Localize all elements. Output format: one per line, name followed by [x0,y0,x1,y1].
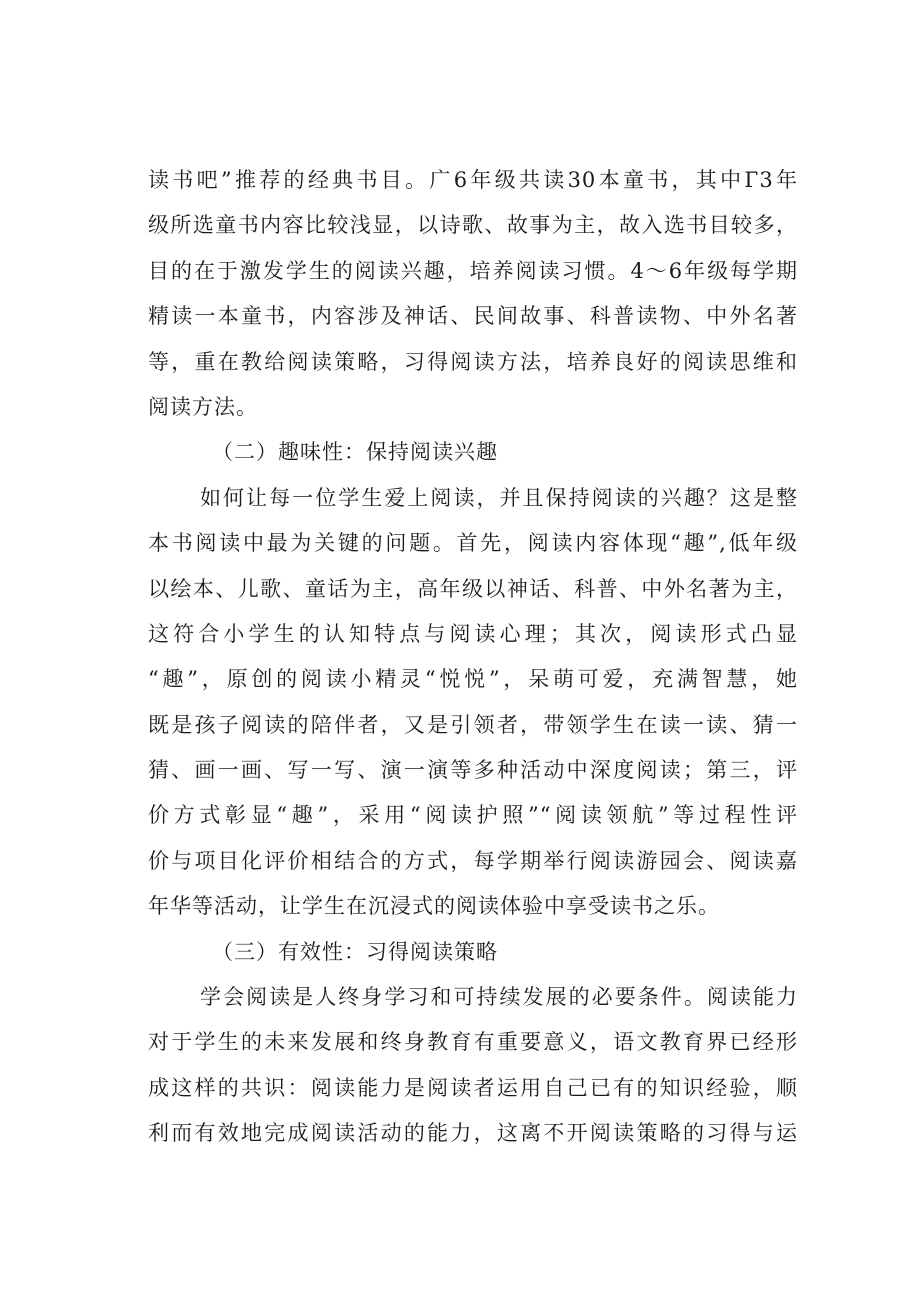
text-line: 价与项目化评价相结合的方式，每学期举行阅读游园会、阅读嘉 [148,848,798,873]
text-line: 本书阅读中最为关键的问题。首先，阅读内容体现“趣”,低年级 [148,531,798,556]
text-line: 对于学生的未来发展和终身教育有重要意义，语文教育界已经形 [148,1030,798,1055]
text-line: 读书吧”推荐的经典书目。广6年级共读30本童书，其中Г3年 [148,168,798,192]
text-line: 年华等活动，让学生在沉浸式的阅读体验中享受读书之乐。 [148,894,720,919]
text-line: 如何让每一位学生爱上阅读，并且保持阅读的兴趣？这是整 [200,485,798,510]
text-line: 精读一本童书，内容涉及神话、民间故事、科普读物、中外名著 [148,304,798,329]
section-heading: （二）趣味性：保持阅读兴趣 [212,440,498,465]
text-line: 以绘本、儿歌、童话为主，高年级以神话、科普、中外名著为主， [148,576,798,601]
document-body [148,158,798,1157]
text-line: 既是孩子阅读的陪伴者，又是引领者，带领学生在读一读、猜一 [148,712,798,737]
text-line: 阅读方法。 [148,394,258,419]
text-line: 级所选童书内容比较浅显，以诗歌、故事为主，故入选书目较多， [148,213,798,238]
section-heading: （三）有效性：习得阅读策略 [212,939,498,964]
text-line: 猜、画一画、写一写、演一演等多种活动中深度阅读；第三，评 [148,758,798,783]
text-line: 利而有效地完成阅读活动的能力，这离不开阅读策略的习得与运 [148,1121,798,1146]
text-line: 价方式彰显“趣”，采用“阅读护照”“阅读领航”等过程性评 [148,803,798,828]
text-line: 目的在于激发学生的阅读兴趣，培养阅读习惯。4〜6年级每学期 [148,258,798,283]
text-line: 成这样的共识：阅读能力是阅读者运用自己已有的知识经验，顺 [148,1075,798,1100]
text-line: 这符合小学生的认知特点与阅读心理；其次，阅读形式凸显 [148,621,798,646]
text-line: 学会阅读是人终身学习和可持续发展的必要条件。阅读能力 [200,985,798,1010]
text-line: “趣”，原创的阅读小精灵“悦悦”，呆萌可爱，充满智慧，她 [148,667,798,692]
text-line: 等，重在教给阅读策略，习得阅读方法，培养良好的阅读思维和 [148,349,798,374]
